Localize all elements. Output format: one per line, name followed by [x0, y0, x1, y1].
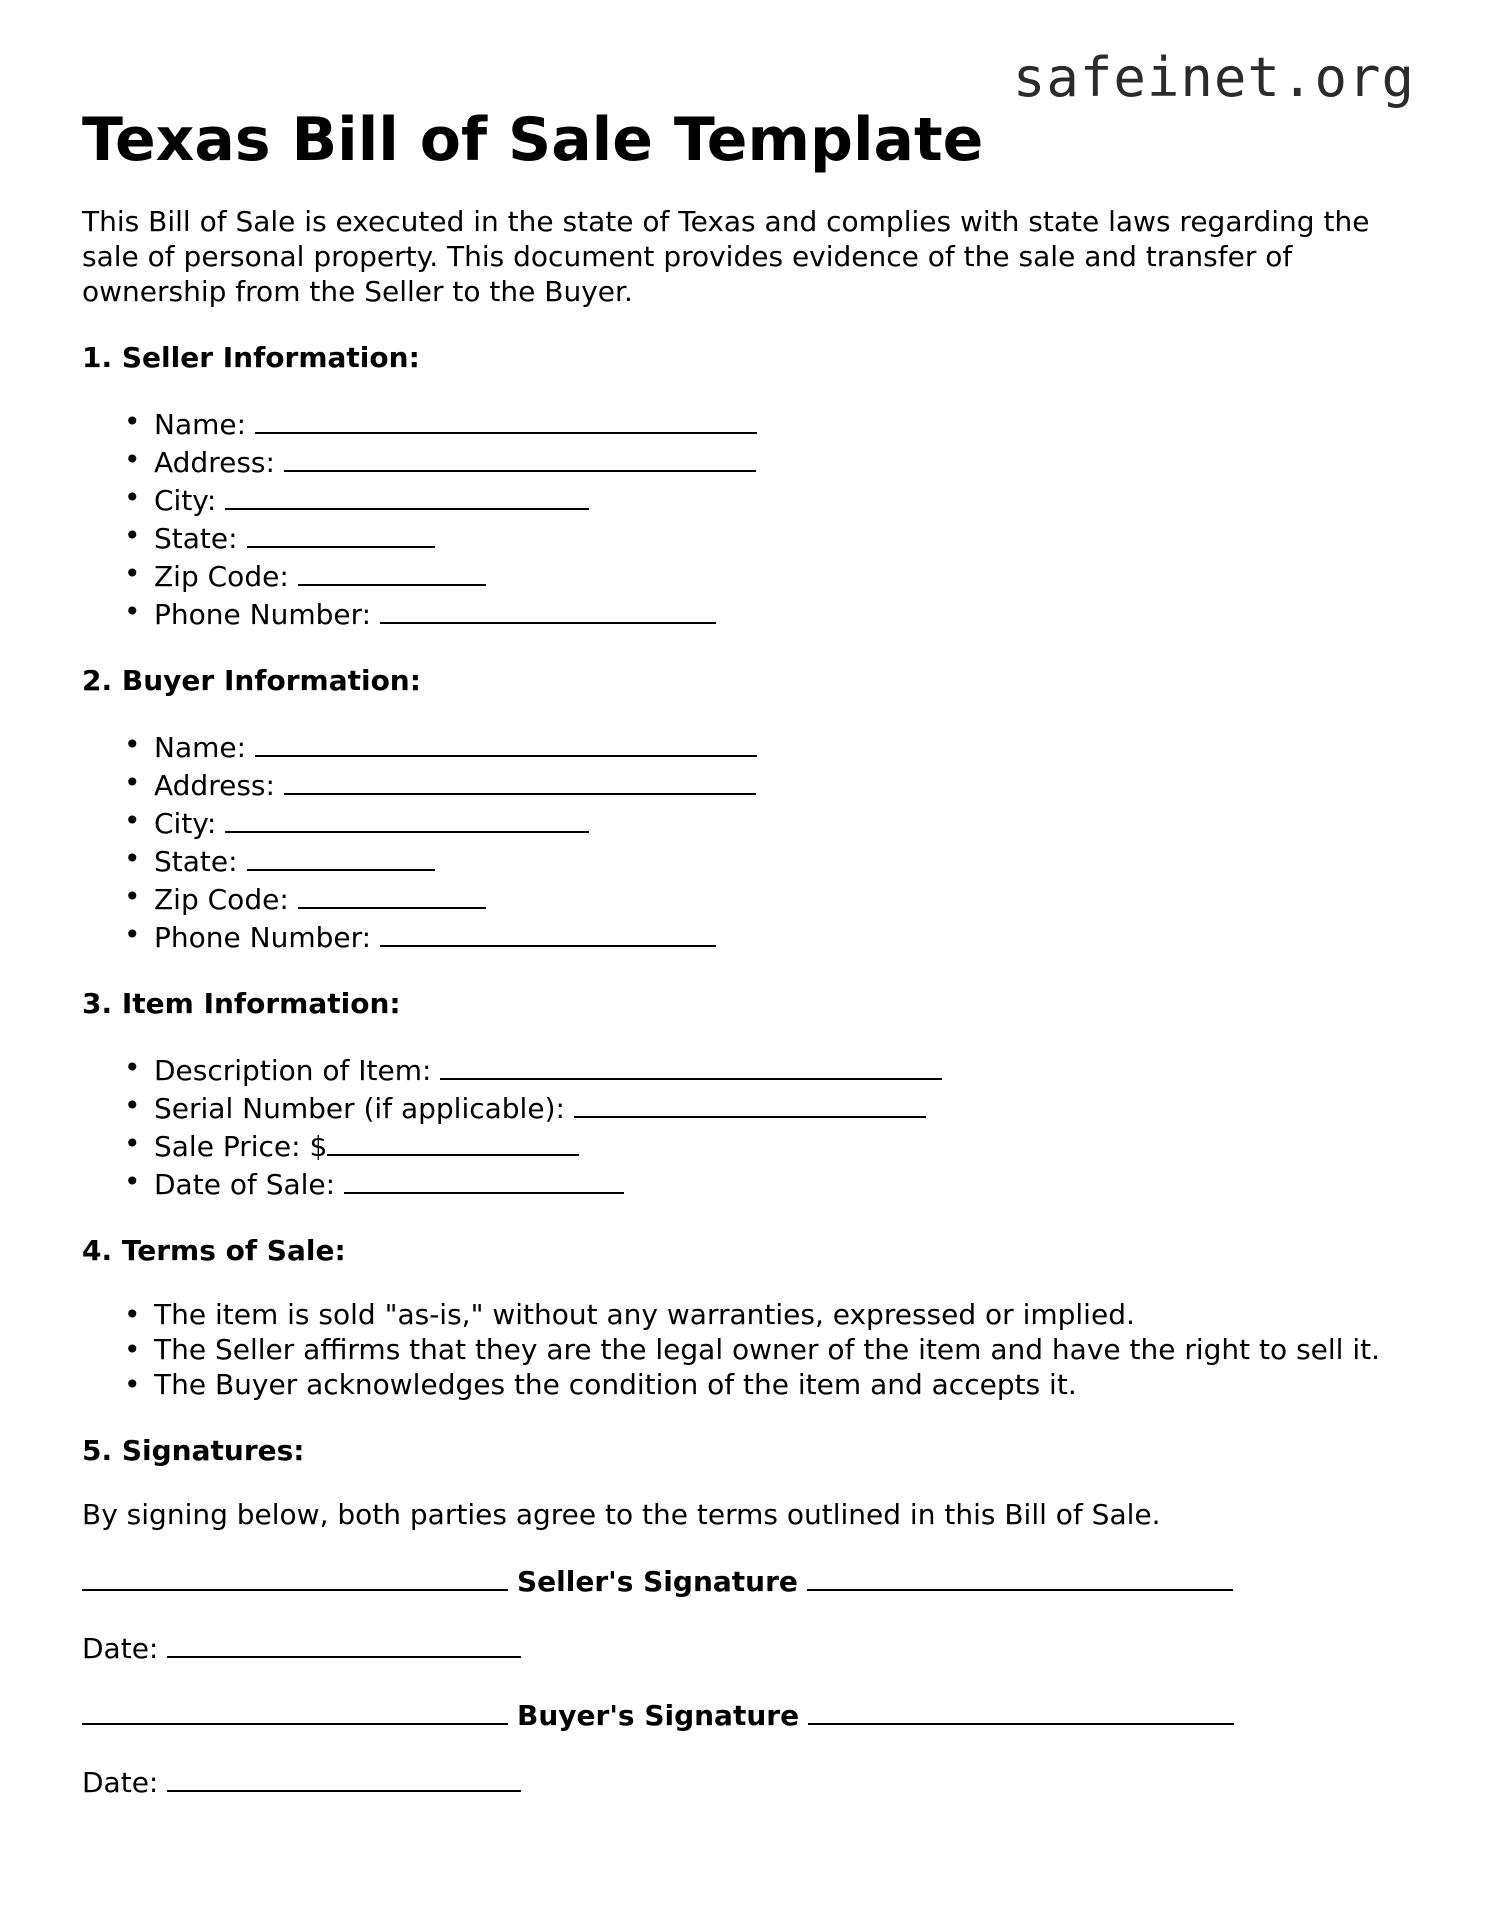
page-title: Texas Bill of Sale Template — [82, 105, 984, 175]
seller-zip-field: • Zip Code: — [154, 556, 1422, 594]
buyer-signature-blank-right[interactable] — [808, 1695, 1234, 1725]
item-price-blank[interactable] — [327, 1126, 579, 1156]
buyer-signature-blank-left[interactable] — [82, 1695, 508, 1725]
buyer-city-blank[interactable] — [225, 803, 589, 833]
buyer-zip-blank[interactable] — [298, 879, 486, 909]
buyer-state-blank[interactable] — [247, 841, 435, 871]
seller-phone-blank[interactable] — [380, 594, 716, 624]
terms-item: • The Seller affirms that they are the legal owner of the item and have the right to sell it. — [154, 1332, 1422, 1367]
seller-date-line — [82, 1628, 1422, 1666]
signatures-text: By signing below, both parties agree to the terms outlined in this Bill of Sale. — [82, 1498, 1161, 1531]
intro-paragraph: This Bill of Sale is executed in the state of Texas and complies with state laws regarding the sale of personal property. This document provides evidence of the sale and transfer of ownership from the Seller to the Buyer. — [82, 205, 1370, 308]
seller-state-blank[interactable] — [247, 518, 435, 548]
seller-signature-line — [82, 1561, 1422, 1599]
item-fields-list — [82, 1050, 1422, 1202]
buyer-zip-field: • Zip Code: — [154, 879, 1422, 917]
seller-address-field: • Address: — [154, 442, 1422, 480]
buyer-date-blank[interactable] — [167, 1762, 521, 1792]
watermark: safeinet.org — [1012, 46, 1415, 109]
seller-heading: 1. Seller Information: — [82, 341, 420, 374]
item-date-field: • Date of Sale: — [154, 1164, 1422, 1202]
buyer-date-line — [82, 1762, 1422, 1800]
seller-name-field: • Name: — [154, 404, 1422, 442]
buyer-signature-label: Buyer's Signature — [517, 1699, 800, 1732]
seller-city-blank[interactable] — [225, 480, 589, 510]
seller-date-label: Date: — [82, 1632, 159, 1665]
item-description-field: • Description of Item: — [154, 1050, 1422, 1088]
buyer-address-field: • Address: — [154, 765, 1422, 803]
terms-list — [82, 1297, 1422, 1402]
seller-state-field: • State: — [154, 518, 1422, 556]
seller-signature-blank-right[interactable] — [807, 1561, 1233, 1591]
item-price-field: • Sale Price: $ — [154, 1126, 1422, 1164]
buyer-phone-field: • Phone Number: — [154, 917, 1422, 955]
seller-signature-label: Seller's Signature — [517, 1565, 798, 1598]
seller-zip-blank[interactable] — [298, 556, 486, 586]
buyer-signature-line — [82, 1695, 1422, 1733]
item-heading: 3. Item Information: — [82, 987, 401, 1020]
item-serial-field: • Serial Number (if applicable): — [154, 1088, 1422, 1126]
buyer-address-blank[interactable] — [284, 765, 756, 795]
buyer-phone-blank[interactable] — [380, 917, 716, 947]
seller-address-blank[interactable] — [284, 442, 756, 472]
seller-date-blank[interactable] — [167, 1628, 521, 1658]
seller-signature-blank-left[interactable] — [82, 1561, 508, 1591]
buyer-state-field: • State: — [154, 841, 1422, 879]
seller-fields-list — [82, 404, 1422, 632]
terms-item: • The Buyer acknowledges the condition of the item and accepts it. — [154, 1367, 1422, 1402]
item-date-blank[interactable] — [344, 1164, 624, 1194]
signatures-heading: 5. Signatures: — [82, 1434, 305, 1467]
item-description-blank[interactable] — [440, 1050, 942, 1080]
terms-item: • The item is sold "as-is," without any warranties, expressed or implied. — [154, 1297, 1422, 1332]
buyer-date-label: Date: — [82, 1766, 159, 1799]
seller-phone-field: • Phone Number: — [154, 594, 1422, 632]
item-serial-blank[interactable] — [574, 1088, 926, 1118]
buyer-fields-list — [82, 727, 1422, 955]
document-page — [82, 100, 1422, 1800]
terms-heading: 4. Terms of Sale: — [82, 1234, 346, 1267]
seller-city-field: • City: — [154, 480, 1422, 518]
buyer-heading: 2. Buyer Information: — [82, 664, 421, 697]
buyer-name-blank[interactable] — [255, 727, 757, 757]
buyer-city-field: • City: — [154, 803, 1422, 841]
buyer-name-field: • Name: — [154, 727, 1422, 765]
seller-name-blank[interactable] — [255, 404, 757, 434]
